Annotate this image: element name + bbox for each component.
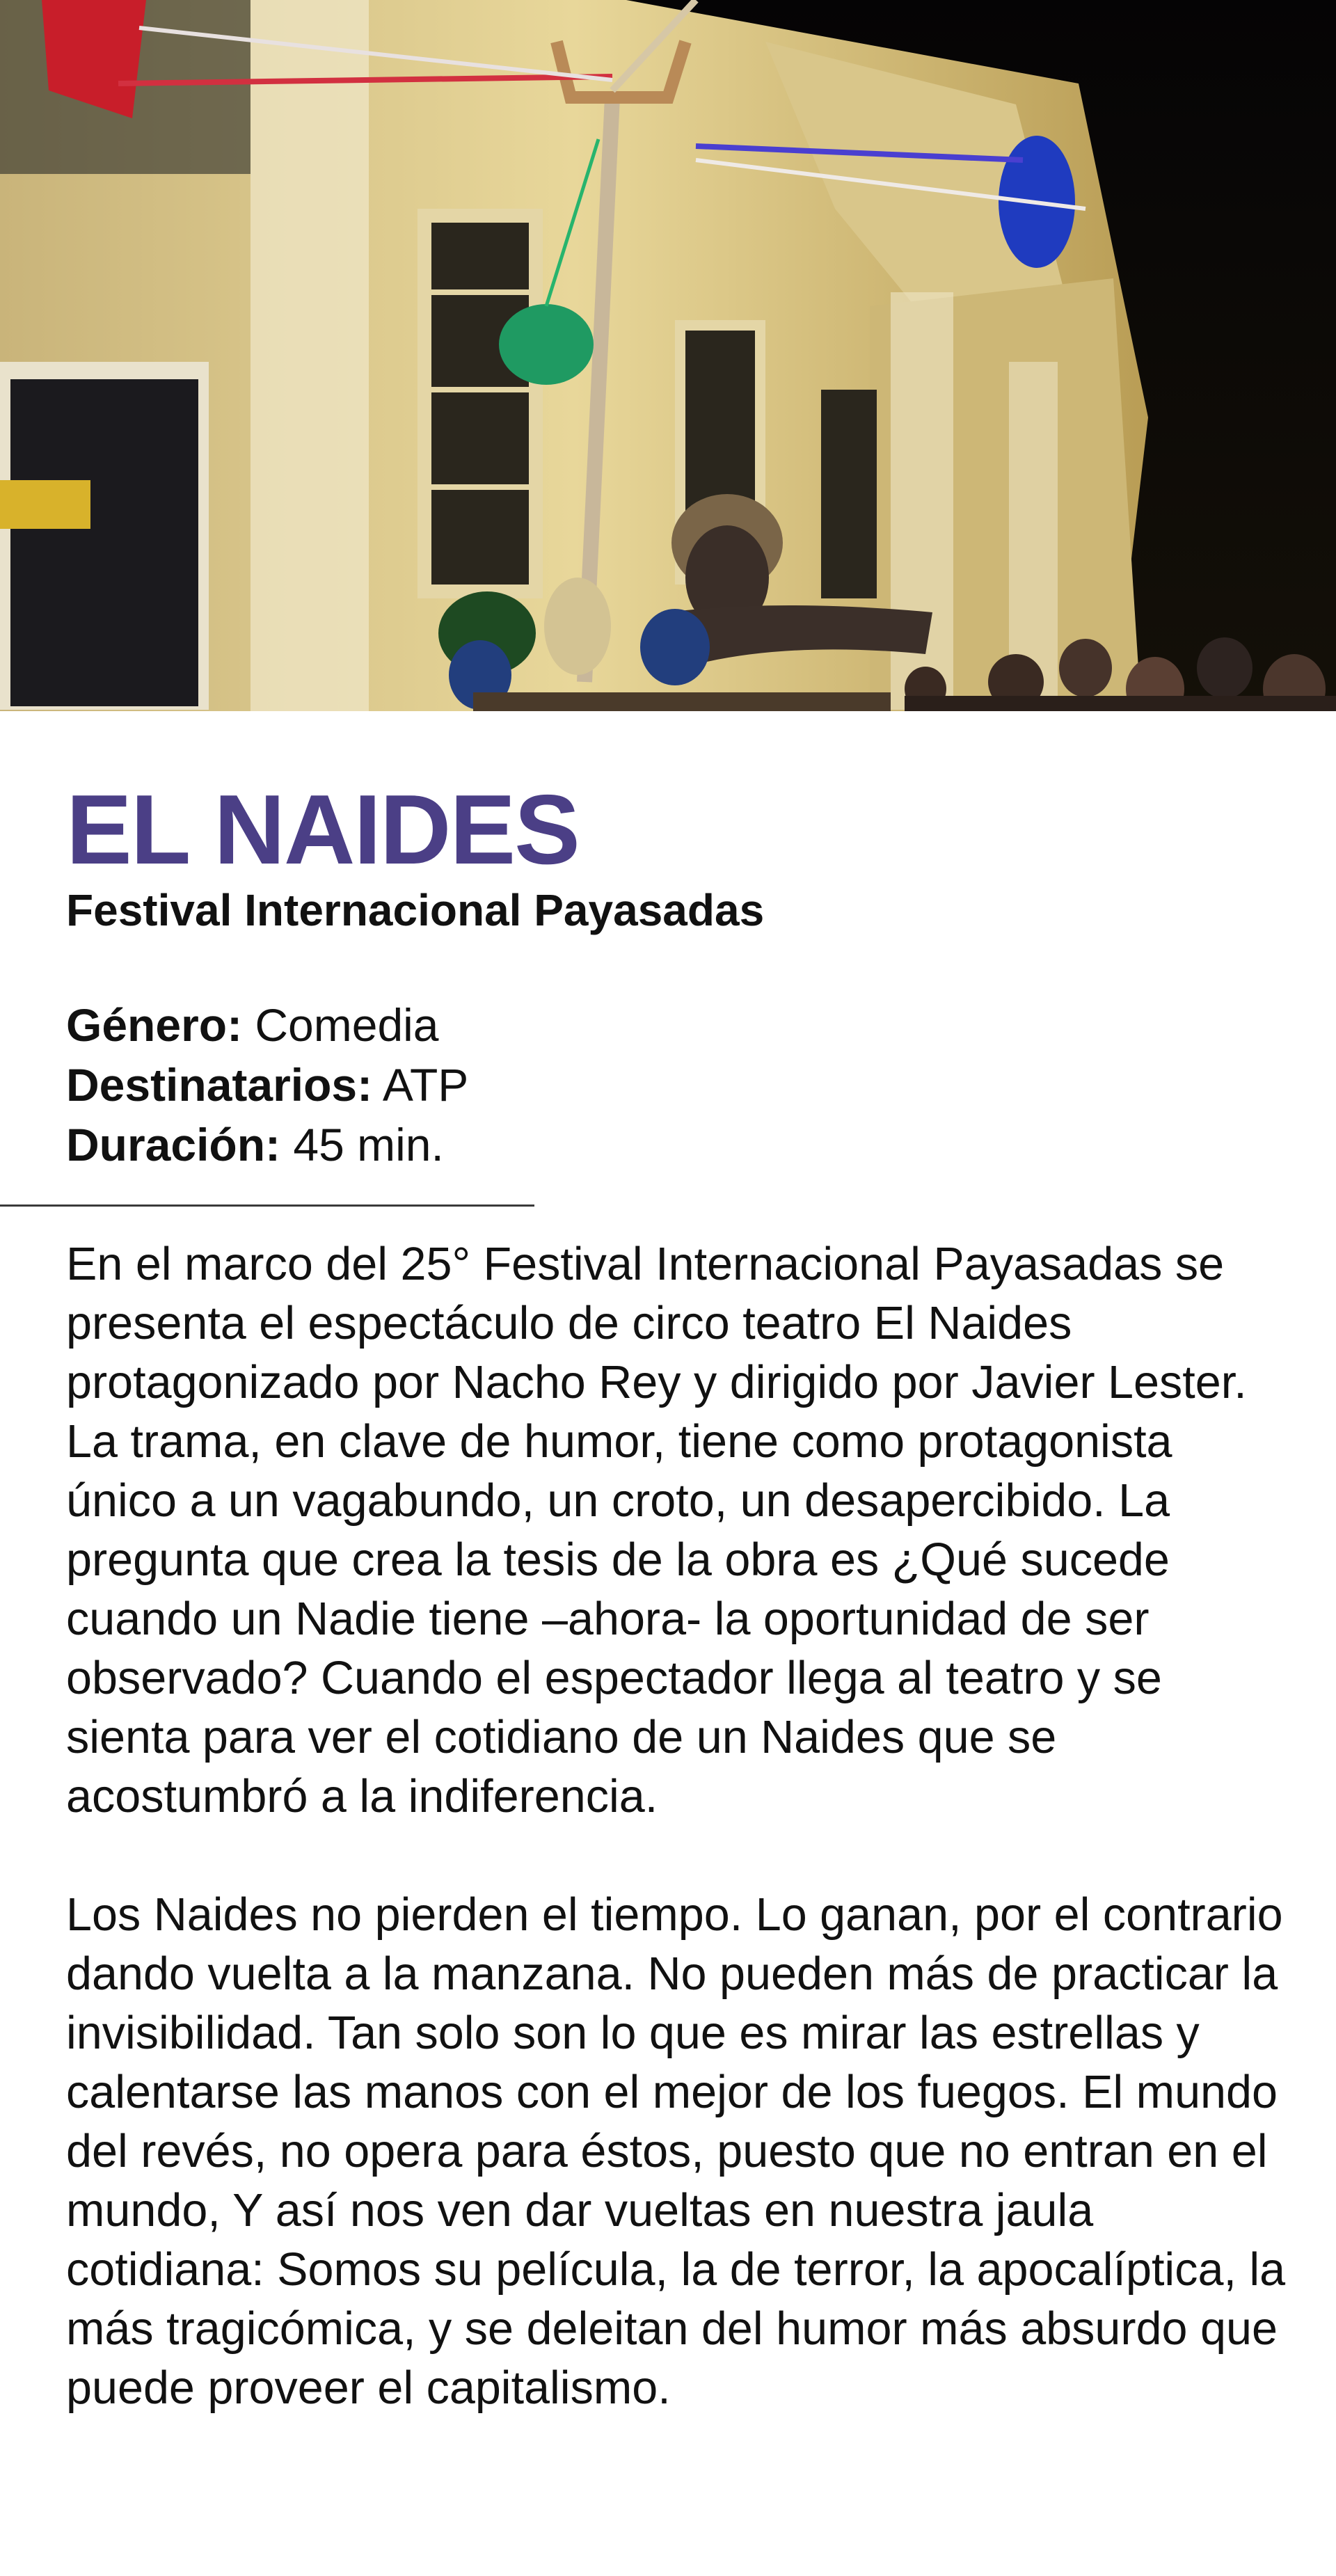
detail-label: Destinatarios: xyxy=(66,1059,373,1111)
section-divider xyxy=(0,1204,534,1207)
description-paragraph: Los Naides no pierden el tiempo. Lo ganan, por el contrario dando vuelta a la manzana. No pueden más de practicar la invisibilidad. Tan solo son lo que es mirar las estrellas y calentarse las manos con el mejor de los fuegos. El mundo del revés, no opera para éstos, puesto que no entran en el mundo, Y así nos ven dar vueltas en nuestra jaula cotidiana: Somos su película, la de terror, la apocalíptica, la más tragicómica, y se deleitan del humor más absurdo que puede proveer el capitalismo. xyxy=(66,1889,1286,2414)
detail-value: Comedia xyxy=(242,999,439,1051)
hero-photo xyxy=(0,0,1336,711)
hero-illustration xyxy=(0,0,1336,711)
page-title: EL NAIDES xyxy=(66,774,579,885)
detail-value: ATP xyxy=(372,1059,469,1111)
show-details xyxy=(66,995,468,1175)
description-paragraph: En el marco del 25° Festival Internacional Payasadas se presenta el espectáculo de circo teatro El Naides protagonizado por Nacho Rey y dirigido por Javier Lester. La trama, en clave de humor, tiene como protagonista único a un vagabundo, un croto, un desapercibido. La pregunta que crea la tesis de la obra es ¿Qué sucede cuando un Nadie tiene –ahora- la oportunidad de ser observado? Cuando el espectador llega al teatro y se sienta para ver el cotidiano de un Naides que se acostumbró a la indiferencia. xyxy=(66,1239,1247,1822)
detail-audience xyxy=(66,1055,468,1115)
detail-genre xyxy=(66,995,468,1055)
detail-value: 45 min. xyxy=(280,1119,444,1170)
detail-label: Género: xyxy=(66,999,243,1051)
show-header xyxy=(66,774,1291,938)
detail-label: Duración: xyxy=(66,1119,281,1170)
page-subtitle: Festival Internacional Payasadas xyxy=(66,885,765,935)
description xyxy=(66,1235,1291,2477)
detail-duration xyxy=(66,1115,468,1175)
